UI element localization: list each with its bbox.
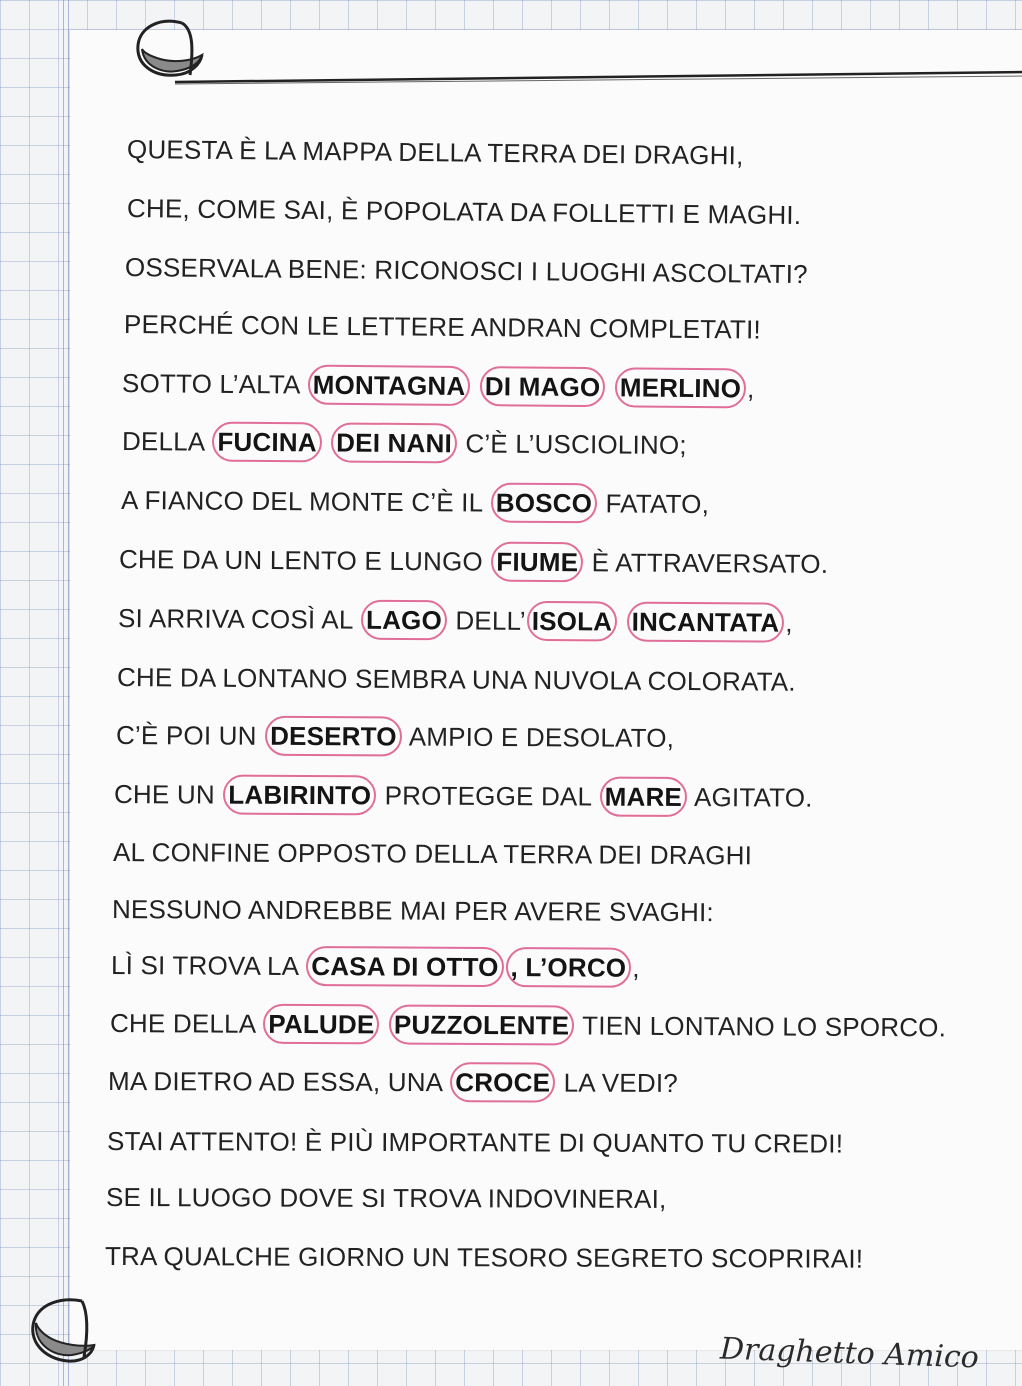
circled-place-name: FUCINA [212,422,322,463]
poem-text-segment: CHE DELLA [109,1008,255,1039]
poem-text-segment: SOTTO L’ALTA [121,368,300,400]
poem-line [127,134,744,171]
circled-place-name: MARE [600,777,688,817]
circled-place-name: CROCE [450,1062,555,1102]
poem-line [117,662,796,698]
poem-text-segment: CHE, COME SAI, È POPOLATA DA FOLLETTI E MAGHI. [126,193,802,231]
poem-text-segment: CHE DA LONTANO SEMBRA UNA NUVOLA COLORATA. [116,662,796,697]
circled-place-name: PUZZOLENTE [389,1004,575,1045]
poem-text-segment: C’È POI UN [115,720,257,751]
circled-place-name: DI MAGO [480,366,606,407]
poem-text-segment: CHE UN [113,779,215,810]
circled-place-name: BOSCO [491,483,598,524]
poem-text-segment: , [632,952,640,983]
poem-text-segment: LÌ SI TROVA LA [110,950,298,981]
poem-line [124,309,761,346]
poem-line [108,1066,678,1099]
circled-place-name: MONTAGNA [308,365,471,406]
signature: Draghetto Amico [719,1331,980,1376]
poem-text-segment: PROTEGGE DAL [384,780,592,812]
poem-text-segment: PERCHÉ CON LE LETTERE ANDRAN COMPLETATI! [123,309,762,345]
poem-line [114,779,813,814]
poem-text-segment: A FIANCO DEL MONTE C’È IL [120,485,483,518]
poem-text-segment: STAI ATTENTO! È PIÙ IMPORTANTE DI QUANTO TU CREDI! [106,1126,844,1159]
poem-text-segment: C’È L’USCIOLINO; [465,428,687,460]
poem-text-segment: OSSERVALA BENE: RICONOSCI I LUOGHI ASCOLTATI? [124,252,808,290]
poem-text-segment: È ATTRAVERSATO. [591,547,829,579]
poem-line [110,1008,946,1043]
poem-line [116,720,674,754]
poem-text-segment: AGITATO. [693,782,813,813]
poem-line [125,252,808,290]
poem-text-segment: NESSUNO ANDREBBE MAI PER AVERE SVAGHI: [111,894,714,928]
poem-text-segment: TIEN LONTANO LO SPORCO. [582,1010,947,1043]
poem-text-segment: QUESTA È LA MAPPA DELLA TERRA DEI DRAGHI, [126,134,744,171]
circled-place-name: PALUDE [263,1004,379,1045]
circled-place-name: INCANTATA [627,602,785,643]
poem-text-segment: MA DIETRO AD ESSA, UNA [107,1066,442,1098]
poem-text-segment: AL CONFINE OPPOSTO DELLA TERRA DEI DRAGHI [112,837,753,871]
circled-place-name: , L’ORCO [505,947,631,988]
circled-place-name: LABIRINTO [223,775,376,816]
poem-text-segment: DELLA [121,426,205,457]
circled-place-name: MERLINO [615,367,747,408]
poem-text-segment: AMPIO E DESOLATO, [408,721,675,753]
poem-text-segment: SI ARRIVA COSÌ AL [117,603,353,635]
poem-text-segment: , [785,607,793,638]
circled-place-name: FIUME [491,542,583,583]
poem-line [119,544,828,580]
circled-place-name: DEI NANI [331,422,457,463]
poem-line [122,368,755,405]
poem-line [122,426,687,461]
circled-place-name: LAGO [361,600,447,641]
poem-text-segment: TRA QUALCHE GIORNO UN TESORO SEGRETO SCOPRIRAI! [104,1241,864,1274]
poem-line [121,485,709,520]
poem-text-segment: LA VEDI? [563,1067,679,1098]
poem-text-segment: FATATO, [605,488,710,520]
poem-line [107,1126,843,1160]
poem-text-segment: SE IL LUOGO DOVE SI TROVA INDOVINERAI, [105,1182,667,1214]
circled-place-name: DESERTO [265,716,402,757]
poem-line [113,837,752,871]
poem-text-segment: , [746,373,755,404]
circled-place-name: ISOLA [527,601,618,642]
poem-line [106,1182,667,1215]
poem-line [105,1241,863,1275]
poem-line [112,894,714,928]
poem-text-segment: CHE DA UN LENTO E LUNGO [118,544,483,577]
poem-text-segment: DELL’ [455,605,526,636]
poem-line [111,950,640,984]
poem-line [118,603,793,639]
poem-line [127,193,802,231]
circled-place-name: CASA DI OTTO [306,946,504,987]
